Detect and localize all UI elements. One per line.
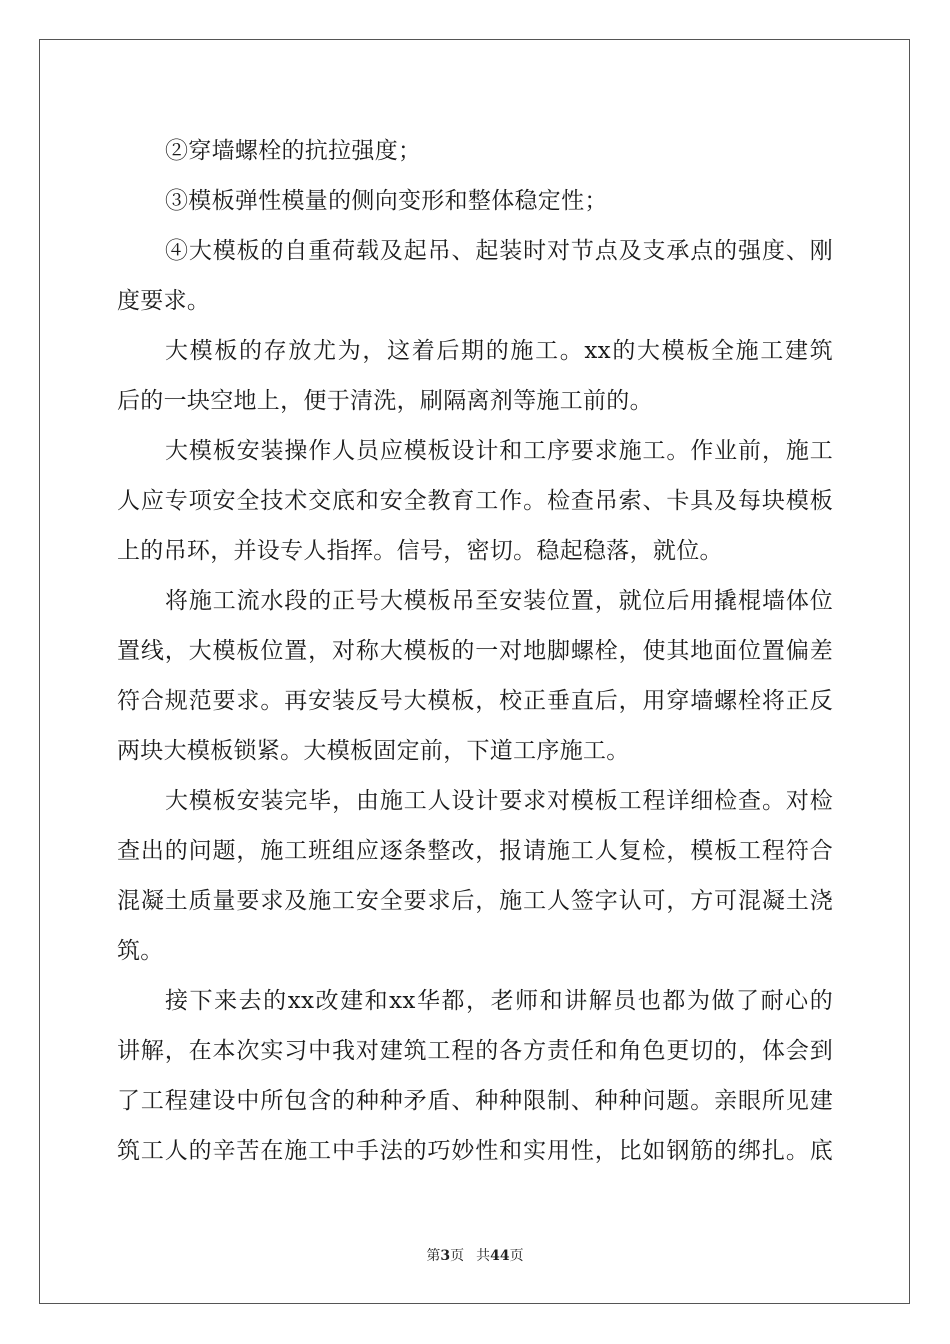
page-suffix: 页 [450, 1248, 465, 1264]
text-line: ②穿墙螺栓的抗拉强度； [165, 138, 422, 164]
text-line: 大模板的存放尤为，这着后期的施工。xx的大模板全施工建筑 [165, 338, 833, 364]
text-line: 筑。 [117, 938, 164, 964]
total-suffix: 页 [509, 1248, 524, 1264]
text-line: 度要求。 [117, 288, 211, 314]
page-prefix: 第 [426, 1248, 441, 1264]
total-prefix: 共 [476, 1248, 491, 1264]
text-line: ③模板弹性模量的侧向变形和整体稳定性； [165, 188, 608, 214]
text-line: ④大模板的自重荷载及起吊、起装时对节点及支承点的强度、刚 [165, 238, 833, 264]
text-line: 混凝土质量要求及施工安全要求后，施工人签字认可，方可混凝土浇 [117, 888, 833, 914]
text-line: 置线，大模板位置，对称大模板的一对地脚螺栓，使其地面位置偏差 [117, 638, 833, 664]
text-line: 接下来去的xx改建和xx华都，老师和讲解员也都为做了耐心的 [165, 988, 833, 1014]
text-line: 后的一块空地上，便于清洗，刷隔离剂等施工前的。 [117, 388, 653, 414]
text-line: 将施工流水段的正号大模板吊至安装位置，就位后用撬棍墙体位 [165, 588, 833, 614]
text-line: 讲解，在本次实习中我对建筑工程的各方责任和角色更切的，体会到 [117, 1038, 833, 1064]
total-pages: 44 [490, 1248, 510, 1264]
text-line: 查出的问题，施工班组应逐条整改，报请施工人复检，模板工程符合 [117, 838, 833, 864]
text-line: 人应专项安全技术交底和安全教育工作。检查吊索、卡具及每块模板 [117, 488, 833, 514]
text-line: 了工程建设中所包含的种种矛盾、种种限制、种种问题。亲眼所见建 [117, 1088, 833, 1114]
text-line: 大模板安装操作人员应模板设计和工序要求施工。作业前，施工 [165, 438, 833, 464]
text-line: 上的吊环，并设专人指挥。信号，密切。稳起稳落，就位。 [117, 538, 723, 564]
text-line: 大模板安装完毕，由施工人设计要求对模板工程详细检查。对检 [165, 788, 833, 814]
text-line: 符合规范要求。再安装反号大模板，校正垂直后，用穿墙螺栓将正反 [117, 688, 833, 714]
text-line: 两块大模板锁紧。大模板固定前，下道工序施工。 [117, 738, 630, 764]
page-footer [0, 1246, 950, 1266]
page-number: 3 [440, 1248, 451, 1264]
text-line: 筑工人的辛苦在施工中手法的巧妙性和实用性，比如钢筋的绑扎。底 [117, 1138, 833, 1164]
